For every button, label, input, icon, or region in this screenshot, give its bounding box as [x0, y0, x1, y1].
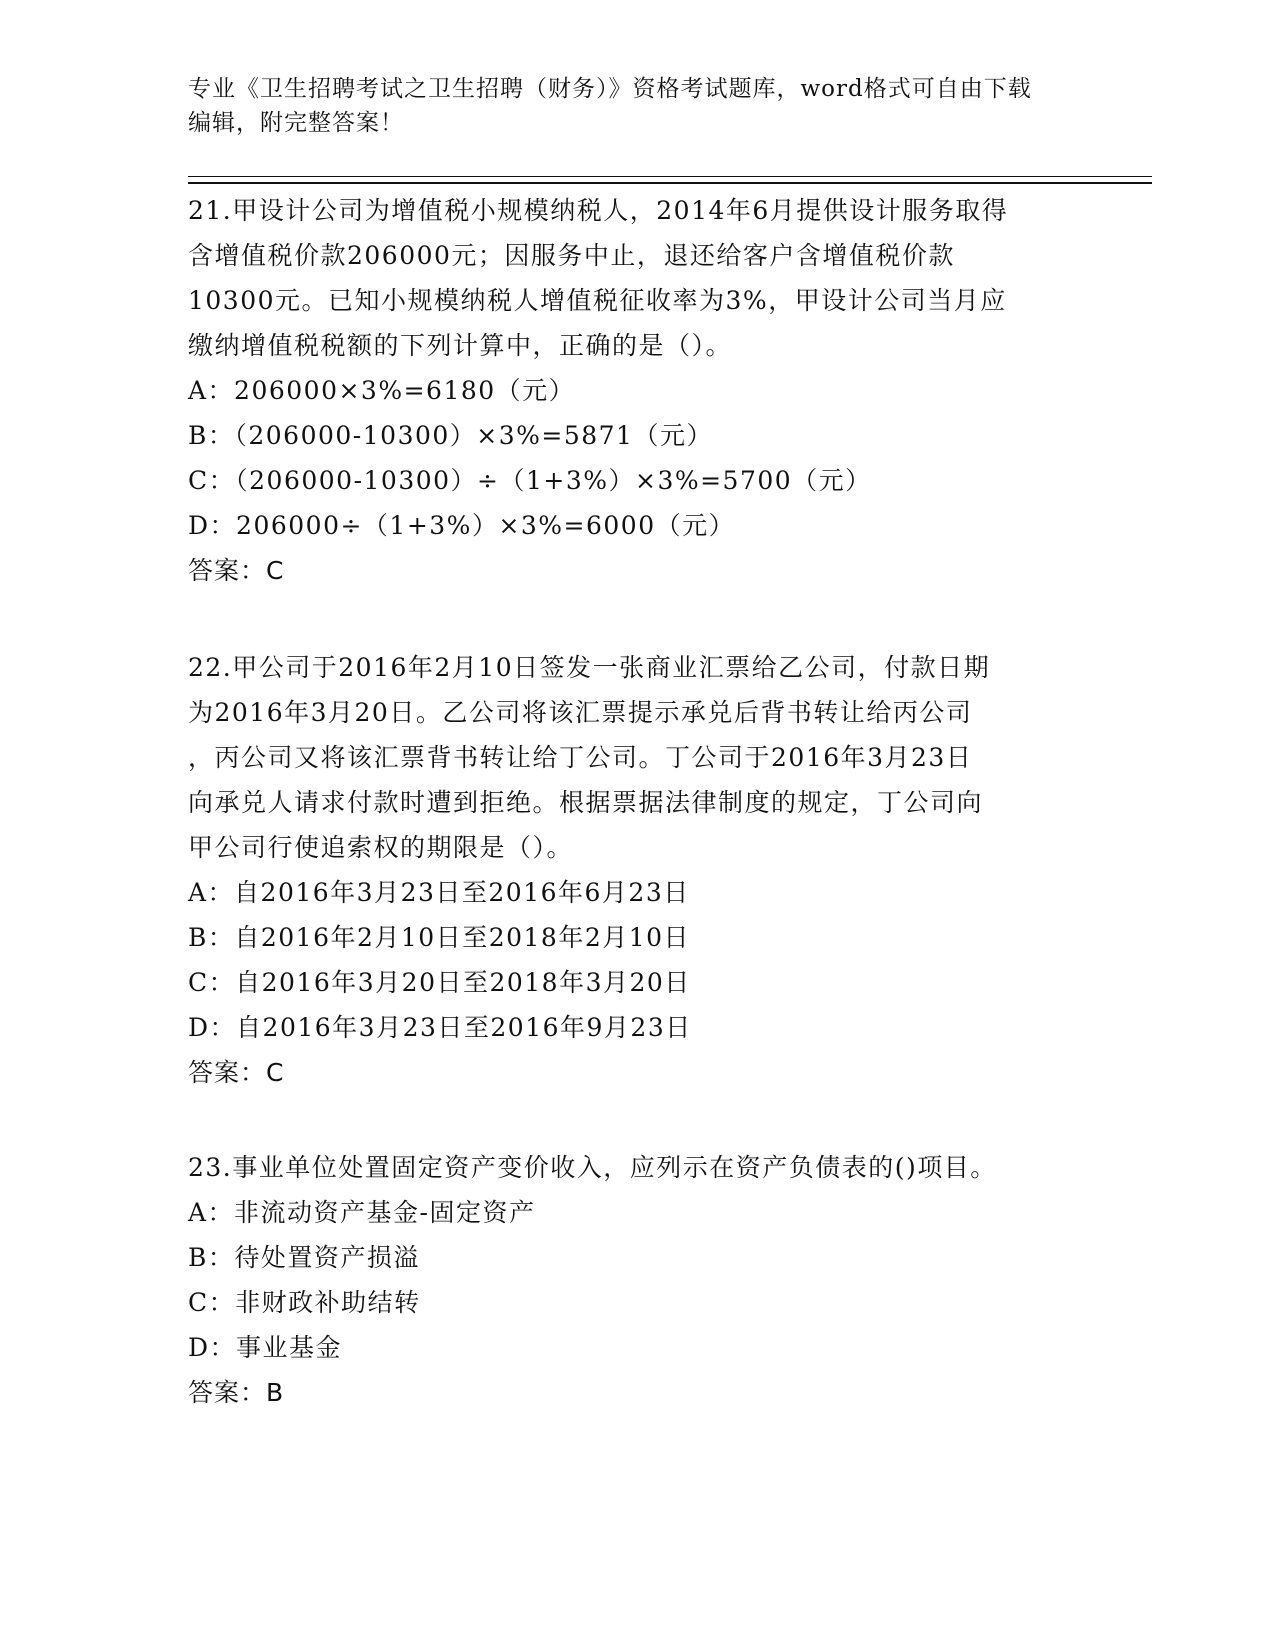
option-c: C：（206000-10300）÷（1+3%）×3%=5700（元） — [188, 466, 872, 495]
question-stem-line: 向承兑人请求付款时遭到拒绝。根据票据法律制度的规定，丁公司向 — [188, 788, 984, 817]
option-a: A：206000×3%=6180（元） — [188, 376, 576, 405]
option-b: B：自2016年2月10日至2018年2月10日 — [188, 923, 691, 952]
question-23 — [188, 1145, 1088, 1415]
question-stem-line: 22.甲公司于2016年2月10日签发一张商业汇票给乙公司，付款日期 — [188, 653, 991, 682]
option-b: B：待处置资产损溢 — [188, 1243, 420, 1272]
header-line: 专业《卫生招聘考试之卫生招聘（财务）》资格考试题库，word格式可自由下载 — [188, 76, 1032, 102]
answer: 答案：C — [188, 556, 285, 585]
option-b: B：（206000-10300）×3%=5871（元） — [188, 421, 713, 450]
question-stem-line: 为2016年3月20日。乙公司将该汇票提示承兑后背书转让给丙公司 — [188, 698, 973, 727]
option-d: D：自2016年3月23日至2016年9月23日 — [188, 1013, 692, 1042]
question-stem-line: 甲公司行使追索权的期限是（）。 — [188, 833, 574, 862]
document-header — [188, 72, 1088, 140]
answer: 答案：C — [188, 1058, 285, 1087]
question-stem-line: 缴纳增值税税额的下列计算中，正确的是（）。 — [188, 331, 733, 360]
header-divider — [188, 182, 1152, 184]
question-stem-line: 10300元。已知小规模纳税人增值税征收率为3%，甲设计公司当月应 — [188, 286, 1007, 315]
option-d: D：事业基金 — [188, 1333, 343, 1362]
question-22 — [188, 645, 1088, 1095]
option-d: D：206000÷（1+3%）×3%=6000（元） — [188, 511, 736, 540]
option-c: C：非财政补助结转 — [188, 1288, 421, 1317]
header-divider — [188, 176, 1152, 177]
option-a: A：非流动资产基金-固定资产 — [188, 1198, 536, 1227]
question-21 — [188, 188, 1088, 593]
question-stem-line: 23.事业单位处置固定资产变价收入，应列示在资产负债表的()项目。 — [188, 1153, 997, 1182]
option-a: A：自2016年3月23日至2016年6月23日 — [188, 878, 690, 907]
option-c: C：自2016年3月20日至2018年3月20日 — [188, 968, 691, 997]
header-line: 编辑，附完整答案！ — [188, 110, 404, 136]
question-stem-line: 含增值税价款206000元；因服务中止，退还给客户含增值税价款 — [188, 241, 955, 270]
answer: 答案：B — [188, 1378, 285, 1407]
question-stem-line: 21.甲设计公司为增值税小规模纳税人，2014年6月提供设计服务取得 — [188, 196, 1009, 225]
question-stem-line: ，丙公司又将该汇票背书转让给丁公司。丁公司于2016年3月23日 — [188, 743, 973, 772]
